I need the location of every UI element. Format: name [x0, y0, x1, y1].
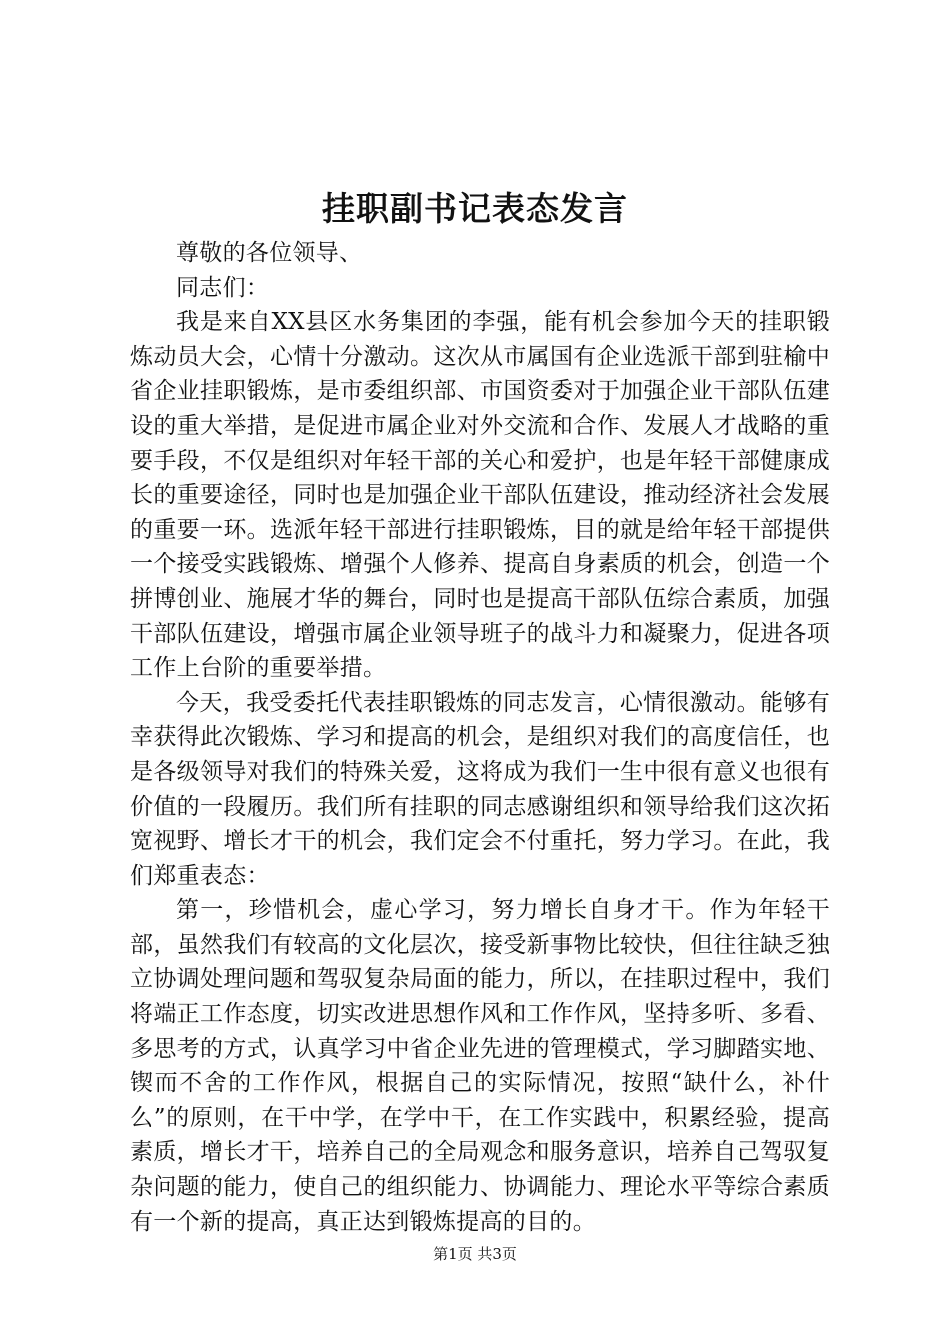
document-title: 挂职副书记表态发言 [322, 189, 628, 228]
salutation-line-1: 尊敬的各位领导、 [176, 240, 363, 266]
body-paragraph: 我是来自XX县区水务集团的李强，能有机会参加今天的挂职锻炼动员大会，心情十分激动。这次从市属国有企业选派干部到驻榆中省企业挂职锻炼，是市委组织部、市国资委对于加强企业干部队伍建设的重大举措，是促进市属企业对外交流和合作、发展人才战略的重要手段，不仅是组织对年轻干部的关心和爱护，也是年轻干部健康成长的重要途径，同时也是加强企业干部队伍建设，推动经济社会发展的重要一环。选派年轻干部进行挂职锻炼，目的就是给年轻干部提供一个接受实践锻炼、增强个人修养、提高自身素质的机会，创造一个拼博创业、施展才华的舞台，同时也是提高干部队伍综合素质，加强干部队伍建设，增强市属企业领导班子的战斗力和凝聚力，促进各项工作上台阶的重要举措。 [130, 309, 830, 682]
body-paragraph: 今天，我受委托代表挂职锻炼的同志发言，心情很激动。能够有幸获得此次锻炼、学习和提高的机会，是组织对我们的高度信任，也是各级领导对我们的特殊关爱，这将成为我们一生中很有意义也很有价值的一段履历。我们所有挂职的同志感谢组织和领导给我们这次拓宽视野、增长才干的机会，我们定会不付重托，努力学习。在此，我们郑重表态： [130, 689, 830, 889]
body-paragraph: 第一，珍惜机会，虚心学习，努力增长自身才干。作为年轻干部，虽然我们有较高的文化层次，接受新事物比较快，但往往缺乏独立协调处理问题和驾驭复杂局面的能力，所以，在挂职过程中，我们将端正工作态度，切实改进思想作风和工作作风，坚持多听、多看、多思考的方式，认真学习中省企业先进的管理模式，学习脚踏实地、锲而不舍的工作作风，根据自己的实际情况，按照“缺什么，补什么”的原则，在干中学，在学中干，在工作实践中，积累经验，提高素质，增长才干，培养自己的全局观念和服务意识，培养自己驾驭复杂问题的能力，使自己的组织能力、协调能力、理论水平等综合素质有一个新的提高，真正达到锻炼提高的目的。 [130, 897, 830, 1235]
salutation-line-2: 同志们： [176, 274, 270, 301]
page-footer: 第1页 共3页 [433, 1245, 517, 1263]
document-body [130, 236, 830, 1239]
